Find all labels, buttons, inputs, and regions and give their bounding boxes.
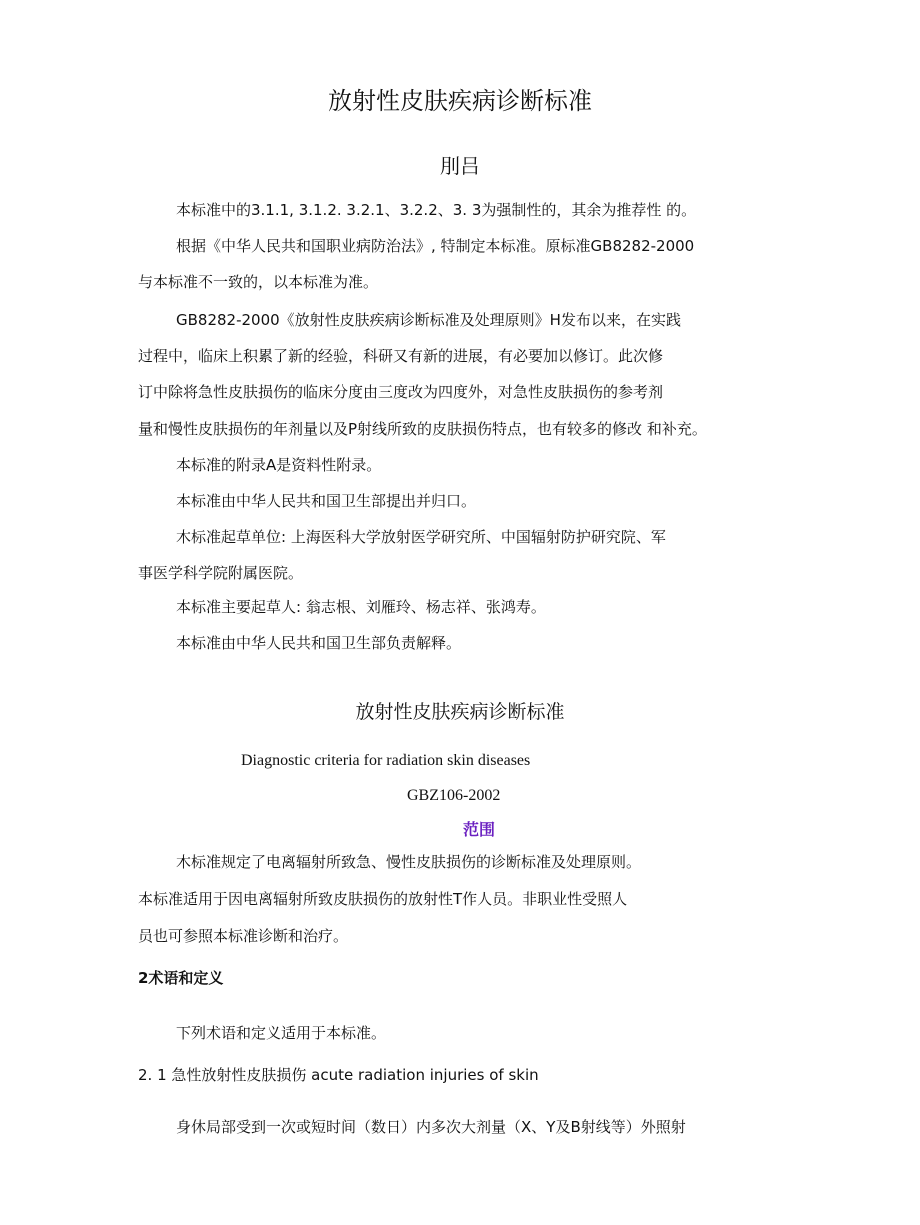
term-heading: 2. 1 急性放射性皮肤损伤 acute radiation injuries of skin — [138, 1066, 539, 1084]
document-title: 放射性皮肤疾病诊断标准 — [328, 87, 592, 115]
standard-title: 放射性皮肤疾病诊断标准 — [355, 701, 565, 723]
preface-line: 本标准由中华人民共和国卫生部提出并归口。 — [176, 492, 477, 510]
section-heading: 2术语和定义 — [138, 969, 224, 987]
preface-line: 订中除将急性皮肤损伤的临床分度由三度改为四度外，对急性皮肤损伤的参考剂 — [138, 383, 664, 401]
preface-line: 本标准的附录A是资料性附录。 — [176, 456, 382, 474]
preface-heading: 刖吕 — [440, 154, 480, 178]
preface-line: 与本标准不一致的，以本标准为准。 — [138, 273, 379, 291]
preface-line: GB8282-2000《放射性皮肤疾病诊断标准及处理原则》H发布以来，在实践 — [176, 311, 681, 329]
standard-title-english: Diagnostic criteria for radiation skin diseases — [241, 752, 531, 769]
section-intro: 下列术语和定义适用于本标准。 — [176, 1024, 387, 1042]
preface-line: 木标准起草单位: 上海医科大学放射医学研究所、中国辐射防护研究院、军 — [176, 528, 666, 546]
scope-line: 本标准适用于因电离辐射所致皮肤损伤的放射性T作人员。非职业性受照人 — [138, 890, 628, 908]
standard-code: GBZ106-2002 — [407, 787, 501, 804]
preface-line: 事医学科学院附属医院。 — [138, 564, 304, 582]
scope-line: 木标准规定了电离辐射所致急、慢性皮肤损伤的诊断标准及处理原则。 — [176, 853, 642, 871]
preface-line: 量和慢性皮肤损伤的年剂量以及P射线所致的皮肤损伤特点，也有较多的修改 和补充。 — [138, 420, 707, 438]
preface-line: 本标准由中华人民共和国卫生部负责解释。 — [176, 634, 462, 652]
scope-heading: 范围 — [463, 820, 496, 839]
scope-line: 员也可参照本标准诊断和治疗。 — [138, 927, 349, 945]
term-definition: 身休局部受到一次或短时间（数日）内多次大剂量（X、Y及B射线等）外照射 — [176, 1118, 686, 1136]
preface-line: 根据《中华人民共和国职业病防治法》, 特制定本标准。原标准GB8282-2000 — [176, 237, 695, 255]
preface-line: 过程中，临床上积累了新的经验，科研又有新的进展，有必要加以修订。此次修 — [138, 347, 664, 365]
preface-line: 本标准中的3.1.1, 3.1.2. 3.2.1、3.2.2、3. 3为强制性的，其余为推荐性 的。 — [176, 201, 697, 219]
preface-line: 本标准主要起草人: 翁志根、刘雁玲、杨志祥、张鸿寿。 — [176, 598, 546, 616]
